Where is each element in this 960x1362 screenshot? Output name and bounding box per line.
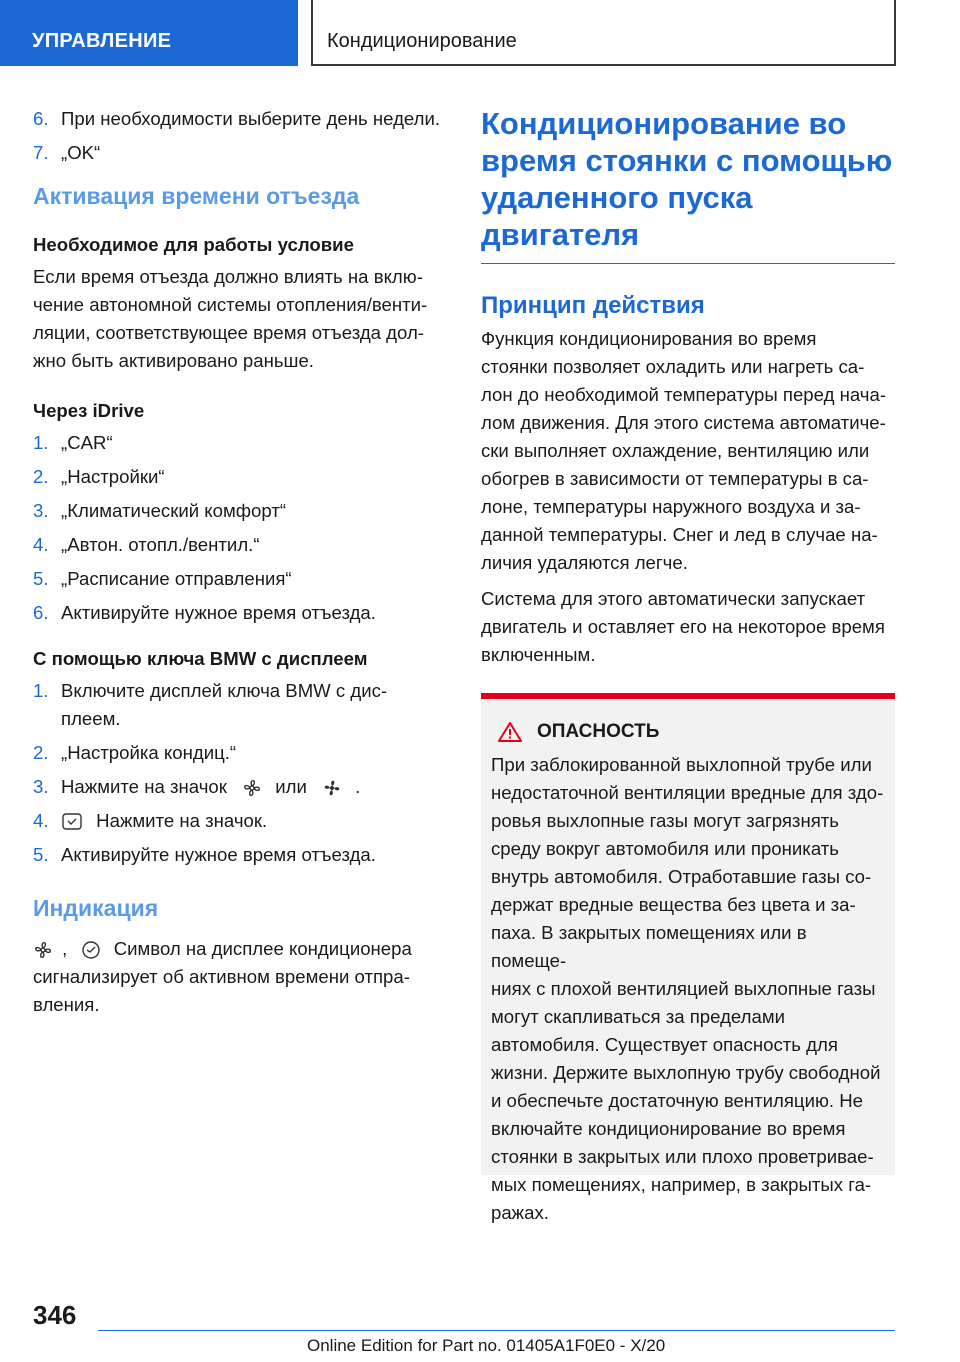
right-column [481,105,895,724]
list-item [33,463,451,491]
list-item [33,497,451,525]
list-text: При необходимости выберите день недели. [61,108,441,129]
text-line [33,935,451,963]
title-line: удаленного пуска [481,180,753,215]
text-line: стоянки позволяет охладить или нагреть са- [481,356,865,377]
text-line: обогрев в зависимости от температуры в са- [481,468,869,489]
title-line: двигателя [481,217,640,252]
list-text [61,677,451,733]
list-item [33,841,451,869]
text-line: держат вредные вещества без цвета и за- [491,894,856,915]
list-number: 3. [33,500,49,521]
text-line: и обеспечьте достаточную вентиляцию. Не [491,1090,864,1111]
text-line: лом движения. Для этого система автоматиче- [481,412,886,433]
chapter-title: Кондиционирование [327,30,517,52]
list-text: „Расписание отправления“ [61,568,292,589]
text-line: Если время отъезда должно влиять на вклю- [33,266,423,287]
edition-note: Online Edition for Part no. 01405A1F0E0 - X/20 [307,1336,666,1355]
left-column [33,105,451,1019]
text-line: недостаточной вентиляции вредные для здо- [491,782,884,803]
list-text: „Настройки“ [61,466,165,487]
chapter-header [311,0,896,66]
activation-heading: Активация времени отъезда [33,183,360,209]
principle-heading: Принцип действия [481,292,705,319]
list-item [33,807,451,835]
list-item [33,599,451,627]
text-line: сигнализирует об активном времени отпра- [33,966,410,987]
section-tab [0,0,298,66]
list-number: 1. [33,432,49,453]
page-number: 346 [33,1300,77,1330]
text-line: ниях с плохой вентиляцией выхлопные газы [491,978,876,999]
list-number: 6. [33,108,49,129]
text-line: плеем. [61,708,121,729]
danger-label: ОПАСНОСТЬ [537,721,660,742]
text-line: внутрь автомобиля. Отработавшие газы со- [491,866,872,887]
danger-notice [481,693,895,1223]
list-text: „Настройка кондиц.“ [61,742,237,763]
list-text: Активируйте нужное время отъезда. [61,602,376,623]
text-line: паха. В закрытых помещениях или в помеще- [491,922,807,971]
text-line: ляции, соответствующее время отъезда дол- [33,322,425,343]
list-item [33,105,451,133]
text-segment: или [275,776,307,797]
list-number: 4. [33,810,49,831]
text-line: ски выполняет охлаждение, вентиляцию или [481,440,870,461]
list-number: 5. [33,844,49,865]
list-number: 6. [33,602,49,623]
danger-notice-header [491,721,885,743]
text-line: жизни. Держите выхлопную трубу свободной [491,1062,881,1083]
text-line: стоянки в закрытых или плохо проветривае- [491,1146,874,1167]
list-item [33,429,451,457]
list-item [33,139,451,167]
display-button-icon [61,812,83,832]
idrive-list [33,429,451,627]
list-number: 5. [33,568,49,589]
indication-heading: Индикация [33,895,159,921]
text-line: Включите дисплей ключа BMW с дис- [61,680,388,701]
text-line: включайте кондиционирование во время [491,1118,846,1139]
principle-paragraph-2 [481,585,895,669]
list-text [61,807,451,835]
list-number: 3. [33,776,49,797]
title-line: Кондиционирование во [481,106,847,141]
list-item [33,565,451,593]
text-line: могут скапливаться за пределами [491,1006,786,1027]
indication-paragraph [33,935,451,1019]
text-line: чение автономной системы отопления/венти- [33,294,428,315]
text-line: лоне, температуры наружного воздуха и за- [481,496,861,517]
principle-paragraph [481,325,895,577]
list-item [33,739,451,767]
text-segment: Символ на дисплее кондиционера [113,938,412,959]
text-line: мых помещениях, например, в закрытых га- [491,1174,872,1195]
list-text [61,773,451,801]
text-line: двигатель и оставляет его на некоторое время [481,616,885,637]
list-text: „Климатический комфорт“ [61,500,287,521]
fan-icon [33,940,53,960]
condition-paragraph [33,263,451,375]
list-number: 4. [33,534,49,555]
text-line: вления. [33,994,100,1015]
danger-text [491,751,885,1227]
list-text: „Автон. отопл./вентил.“ [61,534,260,555]
fan-bold-icon [322,778,342,798]
list-number: 1. [33,680,49,701]
list-number: 7. [33,142,49,163]
text-segment: Нажмите на значок [61,776,227,797]
idrive-heading: Через iDrive [33,400,145,421]
text-segment: . [355,776,361,797]
text-line: личия удаляются легче. [481,552,688,573]
list-item [33,773,451,801]
fan-icon [242,778,262,798]
list-item [33,531,451,559]
clock-icon [81,940,101,960]
key-heading: С помощью ключа BMW с дисплеем [33,648,368,669]
title-line: время стоянки с помощью [481,143,893,178]
text-line: данной температуры. Снег и лед в случае на- [481,524,878,545]
list-item [33,677,451,733]
list-text: „OK“ [61,142,101,163]
text-line: лон до необходимой температуры перед нача- [481,384,887,405]
text-line: Функция кондиционирования во время [481,328,817,349]
list-text: Активируйте нужное время отъезда. [61,844,376,865]
text-line: Система для этого автоматически запускает [481,588,866,609]
title-divider [481,263,895,264]
footer-divider [98,1330,895,1331]
condition-heading: Необходимое для работы условие [33,234,354,255]
section-label: УПРАВЛЕНИЕ [32,30,172,52]
section-title [481,105,895,253]
list-text: „CAR“ [61,432,113,453]
text-line: жно быть активировано раньше. [33,350,314,371]
key-list [33,677,451,869]
text-line: автомобиля. Существует опасность для [491,1034,838,1055]
list-number: 2. [33,742,49,763]
list-number: 2. [33,466,49,487]
text-line: При заблокированной выхлопной трубе или [491,754,872,775]
text-segment: , [62,938,68,959]
text-segment: Нажмите на значок. [96,810,268,831]
text-line: среду вокруг автомобиля или проникать [491,838,839,859]
text-line: ражах. [491,1202,549,1223]
text-line: включенным. [481,644,596,665]
intro-list [33,105,451,167]
text-line: ровья выхлопные газы могут загрязнять [491,810,839,831]
warning-triangle-icon [497,721,523,743]
